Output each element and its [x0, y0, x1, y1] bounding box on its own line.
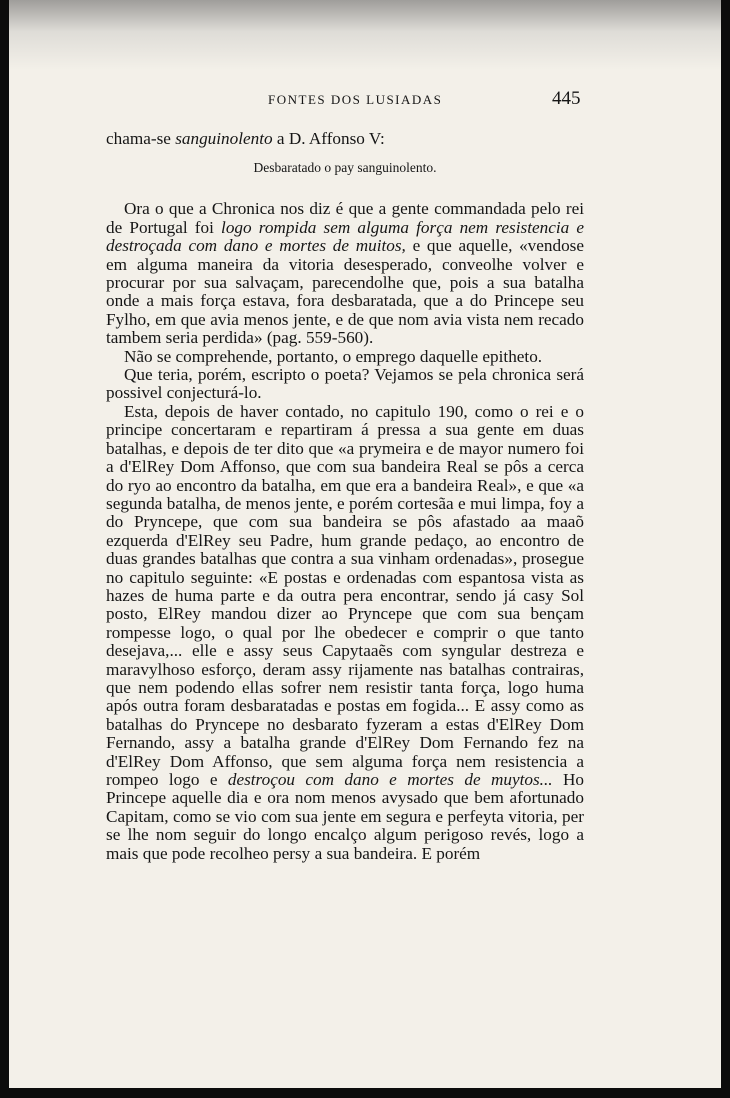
intro-italic: sanguinolento: [175, 129, 273, 148]
paragraph-4: [106, 403, 584, 863]
page-number: 445: [552, 88, 581, 109]
paragraph-2: Não se comprehende, portanto, o emprego daquelle epitheto.: [124, 346, 543, 366]
paragraph-1: [106, 200, 584, 347]
paragraph-4-text: Esta, depois de haver contado, no capitulo 190, como o rei e o principe concertaram e repartiram á pressa a sua gente em duas batalhas, e depois de ter dito que «a prymeira e de mayor numero foi a d'ElRey Dom Affonso, que com sua bandeira Real se pôs a cerca do ryo ao encontro da batalha, em que era a bandeira Real», e que «a segunda batalha, de menos jente, e porém cortesãa e mui limpa, foy a do Pryncepe, que com sua bandeira se pôs afastado aa maaõ ezquerda d'ElRey seu Padre, hum grande pedaço, ao encontro de duas grandes batalhas que contra a sua vinham ordenadas», prosegue no capitulo seguinte: «E postas e ordenadas com espantosa vista as hazes de huma parte e da outra pera encontrar, sendo já casy Sol posto, ElRey mandou dizer ao Pryncepe que com sua bençam rompesse logo, o qual por lhe obedecer e comprir o que tanto desejava,... elle e assy seus Capytaaẽs com syngular destreza e maravylhoso esforço, deram assy rijamente nas batalhas contrairas, que nem podendo ellas sofrer nem resistir tanta força, logo huma após outra foram desbaratadas e postas em fogida... E assy como as batalhas do Pryncepe no desbarato fyzeram a estas d'ElRey Dom Fernando, assy a batalha grande d'ElRey Dom Fernando fez na d'ElRey Dom Affonso, que sem alguma força nem resistencia a rompeo logo e: [106, 401, 584, 789]
intro-line: [106, 130, 584, 148]
intro-text-end: a D. Affonso V:: [272, 129, 385, 148]
paragraph-1-italic: logo rompida sem alguma força nem resistencia e destroçada com dano e mortes de muitos,: [106, 217, 584, 256]
paragraph-3: Que teria, porém, escripto o poeta? Vejamos se pela chronica será possivel conjecturá-lo.: [106, 365, 584, 403]
intro-text: chama-se: [106, 129, 176, 148]
verse-quote: Desbaratado o pay sanguinolento.: [253, 160, 437, 176]
paragraph-1-text: Ora o que a Chronica nos diz é que a gente commandada pelo rei de Portugal foi: [106, 199, 584, 237]
page-body: [106, 130, 584, 863]
paragraph-4-text-end: Ho Princepe aquelle dia e ora nom menos avysado que bem afortunado Capitam, como se vio com sua jente em segura e perfeyta vitoria, per se lhe nom seguir do longo encalço algum perigoso revés, logo a mais que pode recolheo persy a sua bandeira. E porém: [106, 770, 584, 863]
page-header: [0, 88, 730, 112]
paragraph-4-italic: destroçou com dano e mortes de muytos...: [227, 770, 553, 789]
running-title: FONTES DOS LUSIADAS: [268, 92, 443, 107]
paragraph-1-text-end: e que aquelle, «vendose em alguma maneira da vitoria desesperado, conveolhe volver e procurar por sua salvaçam, parecendolhe que, pois a sua batalha onde a mais força estava, fora desbaratada, que a do Princepe seu Fylho, em que avia menos jente, e de que nom avia vista nem recado tambem seria perdida» (pag. 559-560).: [106, 236, 584, 348]
